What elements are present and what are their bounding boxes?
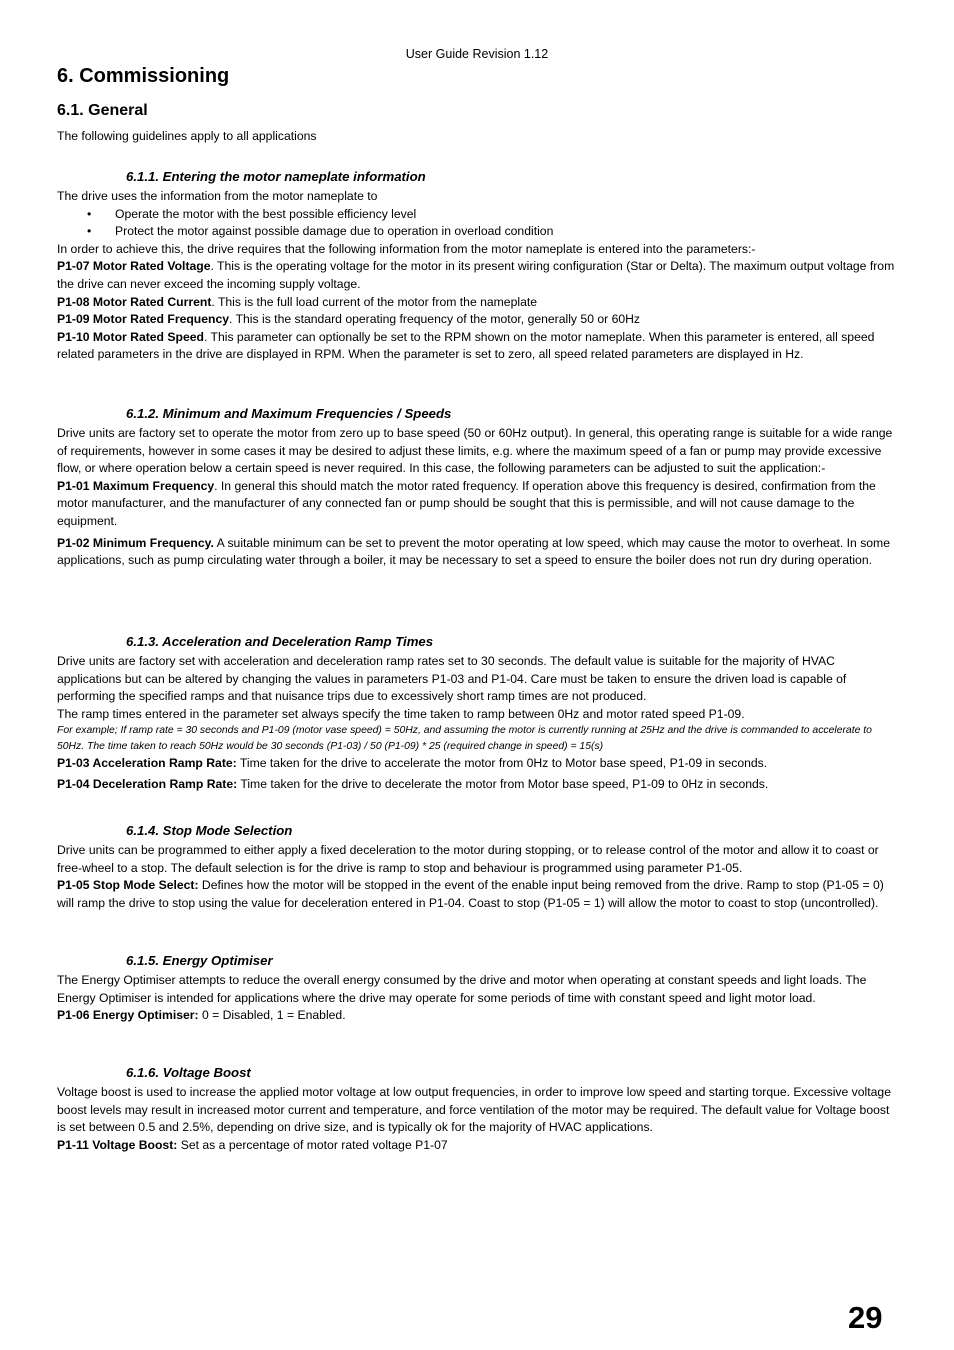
subsection-heading-6-1-3: 6.1.3. Acceleration and Deceleration Ramp Times bbox=[126, 634, 434, 649]
ramp-para-2: The ramp times entered in the parameter set always specify the time taken to ramp between 0Hz and motor rated speed P1-09. bbox=[57, 706, 745, 721]
page-number: 29 bbox=[848, 1300, 883, 1335]
param-p1-05: P1-05 Stop Mode Select: Defines how the motor will be stopped in the event of the enable input being removed from the drive. Ramp to stop (P1-05 = 0) will ramp the drive to stop using the value for deceleration entered in P1-04. Coast to stop (P1-05 = 1) will allow the motor to coast to stop (uncontrolled). bbox=[57, 878, 884, 910]
energy-optimiser-para: The Energy Optimiser attempts to reduce the overall energy consumed by the drive and motor when operating at constant speeds and light loads. The Energy Optimiser is intended for applications where the drive may operate for some periods of time with constant speed and light motor load. bbox=[57, 973, 867, 1005]
frequencies-para: Drive units are factory set to operate the motor from zero up to base speed (50 or 60Hz output). In general, this operating range is suitable for a wide range of requirements, however in some cases it may be desired to adjust these limits, e.g. where the maximum speed of a fan or pump may provide excessive flow, or where operation below a certain speed is never required. In this case, the following parameters can be adjusted to suit the application:- bbox=[57, 426, 893, 476]
subsection-heading-6-1-6: 6.1.6. Voltage Boost bbox=[126, 1065, 251, 1080]
intro-text: The following guidelines apply to all applications bbox=[57, 129, 317, 143]
bullet-icon: • bbox=[87, 224, 92, 239]
subsection-6-1-1 bbox=[57, 188, 897, 364]
subsection-6-1-6 bbox=[57, 1084, 897, 1154]
param-p1-11: P1-11 Voltage Boost: Set as a percentage of motor rated voltage P1-07 bbox=[57, 1137, 448, 1152]
param-p1-04: P1-04 Deceleration Ramp Rate: Time taken for the drive to decelerate the motor from Motor base speed, P1-09 to 0Hz in seconds. bbox=[57, 777, 769, 792]
subsection-heading-6-1-5: 6.1.5. Energy Optimiser bbox=[126, 953, 273, 968]
chapter-title: 6. Commissioning bbox=[57, 65, 230, 87]
param-p1-01: P1-01 Maximum Frequency. In general this should match the motor rated frequency. If operation above this frequency is desired, confirmation from the motor manufacturer, and the manufacturer of any connected fan or pump should be sought that this is permissible, and will not cause damage to the equipment. bbox=[57, 478, 876, 528]
subsection-6-1-4 bbox=[57, 842, 897, 912]
ramp-para: Drive units are factory set with acceleration and deceleration ramp rates set to 30 seconds. The default value is suitable for the majority of HVAC applications but can be altered by changing the values in parameters P1-03 and P1-04. Care must be taken to ensure the driven load is capable of performing the specified ramps and that nuisance trips due to excessively short ramp times are not produced. bbox=[57, 654, 847, 704]
subsection-6-1-3 bbox=[57, 653, 897, 794]
param-p1-02: P1-02 Minimum Frequency. A suitable minimum can be set to prevent the motor operating at low speed, which may cause the motor to overheat. In some applications, such as pump circulating water through a boiler, it may be necessary to set a speed to ensure the boiler does not run dry during operation. bbox=[57, 535, 890, 568]
voltage-boost-para: Voltage boost is used to increase the applied motor voltage at low output frequencies, in order to improve low speed and starting torque. Excessive voltage boost levels may result in increased motor current and temperature, and force ventilation of the motor may be required. The default value for Voltage boost is set between 0.5 and 2.5%, depending on drive size, and is typically ok for the majority of HVAC applications. bbox=[57, 1085, 891, 1135]
subsection-6-1-2 bbox=[57, 425, 897, 570]
nameplate-para: In order to achieve this, the drive requires that the following information from the motor nameplate is entered into the parameters:- bbox=[57, 241, 756, 256]
param-p1-09: P1-09 Motor Rated Frequency. This is the standard operating frequency of the motor, generally 50 or 60Hz bbox=[57, 312, 641, 327]
param-p1-08: P1-08 Motor Rated Current. This is the full load current of the motor from the nameplate bbox=[57, 294, 538, 309]
bullet-icon: • bbox=[87, 206, 92, 221]
section-title: 6.1. General bbox=[57, 102, 148, 119]
subsection-heading-6-1-1: 6.1.1. Entering the motor nameplate information bbox=[126, 169, 426, 184]
running-header: User Guide Revision 1.12 bbox=[405, 47, 549, 61]
subsection-6-1-5 bbox=[57, 972, 897, 1025]
subsection-heading-6-1-2: 6.1.2. Minimum and Maximum Frequencies / Speeds bbox=[126, 406, 452, 421]
stop-mode-para: Drive units can be programmed to either apply a fixed deceleration to the motor during stopping, or to release control of the motor and allow it to coast or free-wheel to a stop. The default selection is for the drive is ramp to stop and behaviour is programmed using parameter P1-05. bbox=[57, 843, 879, 875]
param-p1-03: P1-03 Acceleration Ramp Rate: Time taken for the drive to accelerate the motor from 0Hz to Motor base speed, P1-09 in seconds. bbox=[57, 755, 768, 770]
list-item: • Protect the motor against possible damage due to operation in overload condition bbox=[57, 223, 897, 241]
param-p1-10: P1-10 Motor Rated Speed. This parameter can optionally be set to the RPM shown on the motor nameplate. When this parameter is entered, all speed related parameters in the drive are displayed in RPM. When the parameter is set to zero, all speed related parameters are displayed in Hz. bbox=[57, 329, 875, 362]
ramp-example: For example; If ramp rate = 30 seconds and P1-09 (motor vase speed) = 50Hz, and assuming the motor is currently running at 25Hz and the drive is commanded to accelerate to 50Hz. The time taken to reach 50Hz would be 30 seconds (P1-03) / 50 (P1-09) * 25 (required change in speed) = 15(s) bbox=[57, 725, 872, 752]
section-intro bbox=[57, 128, 897, 146]
list-item: • Operate the motor with the best possible efficiency level bbox=[57, 206, 897, 224]
nameplate-lead: The drive uses the information from the motor nameplate to bbox=[57, 189, 378, 203]
param-p1-07: P1-07 Motor Rated Voltage. This is the operating voltage for the motor in its present wiring configuration (Star or Delta). The maximum output voltage from the drive can never exceed the incoming supply voltage. bbox=[57, 259, 895, 291]
param-p1-06: P1-06 Energy Optimiser: 0 = Disabled, 1 = Enabled. bbox=[57, 1008, 346, 1023]
nameplate-bullets bbox=[57, 206, 897, 241]
subsection-heading-6-1-4: 6.1.4. Stop Mode Selection bbox=[126, 823, 293, 838]
